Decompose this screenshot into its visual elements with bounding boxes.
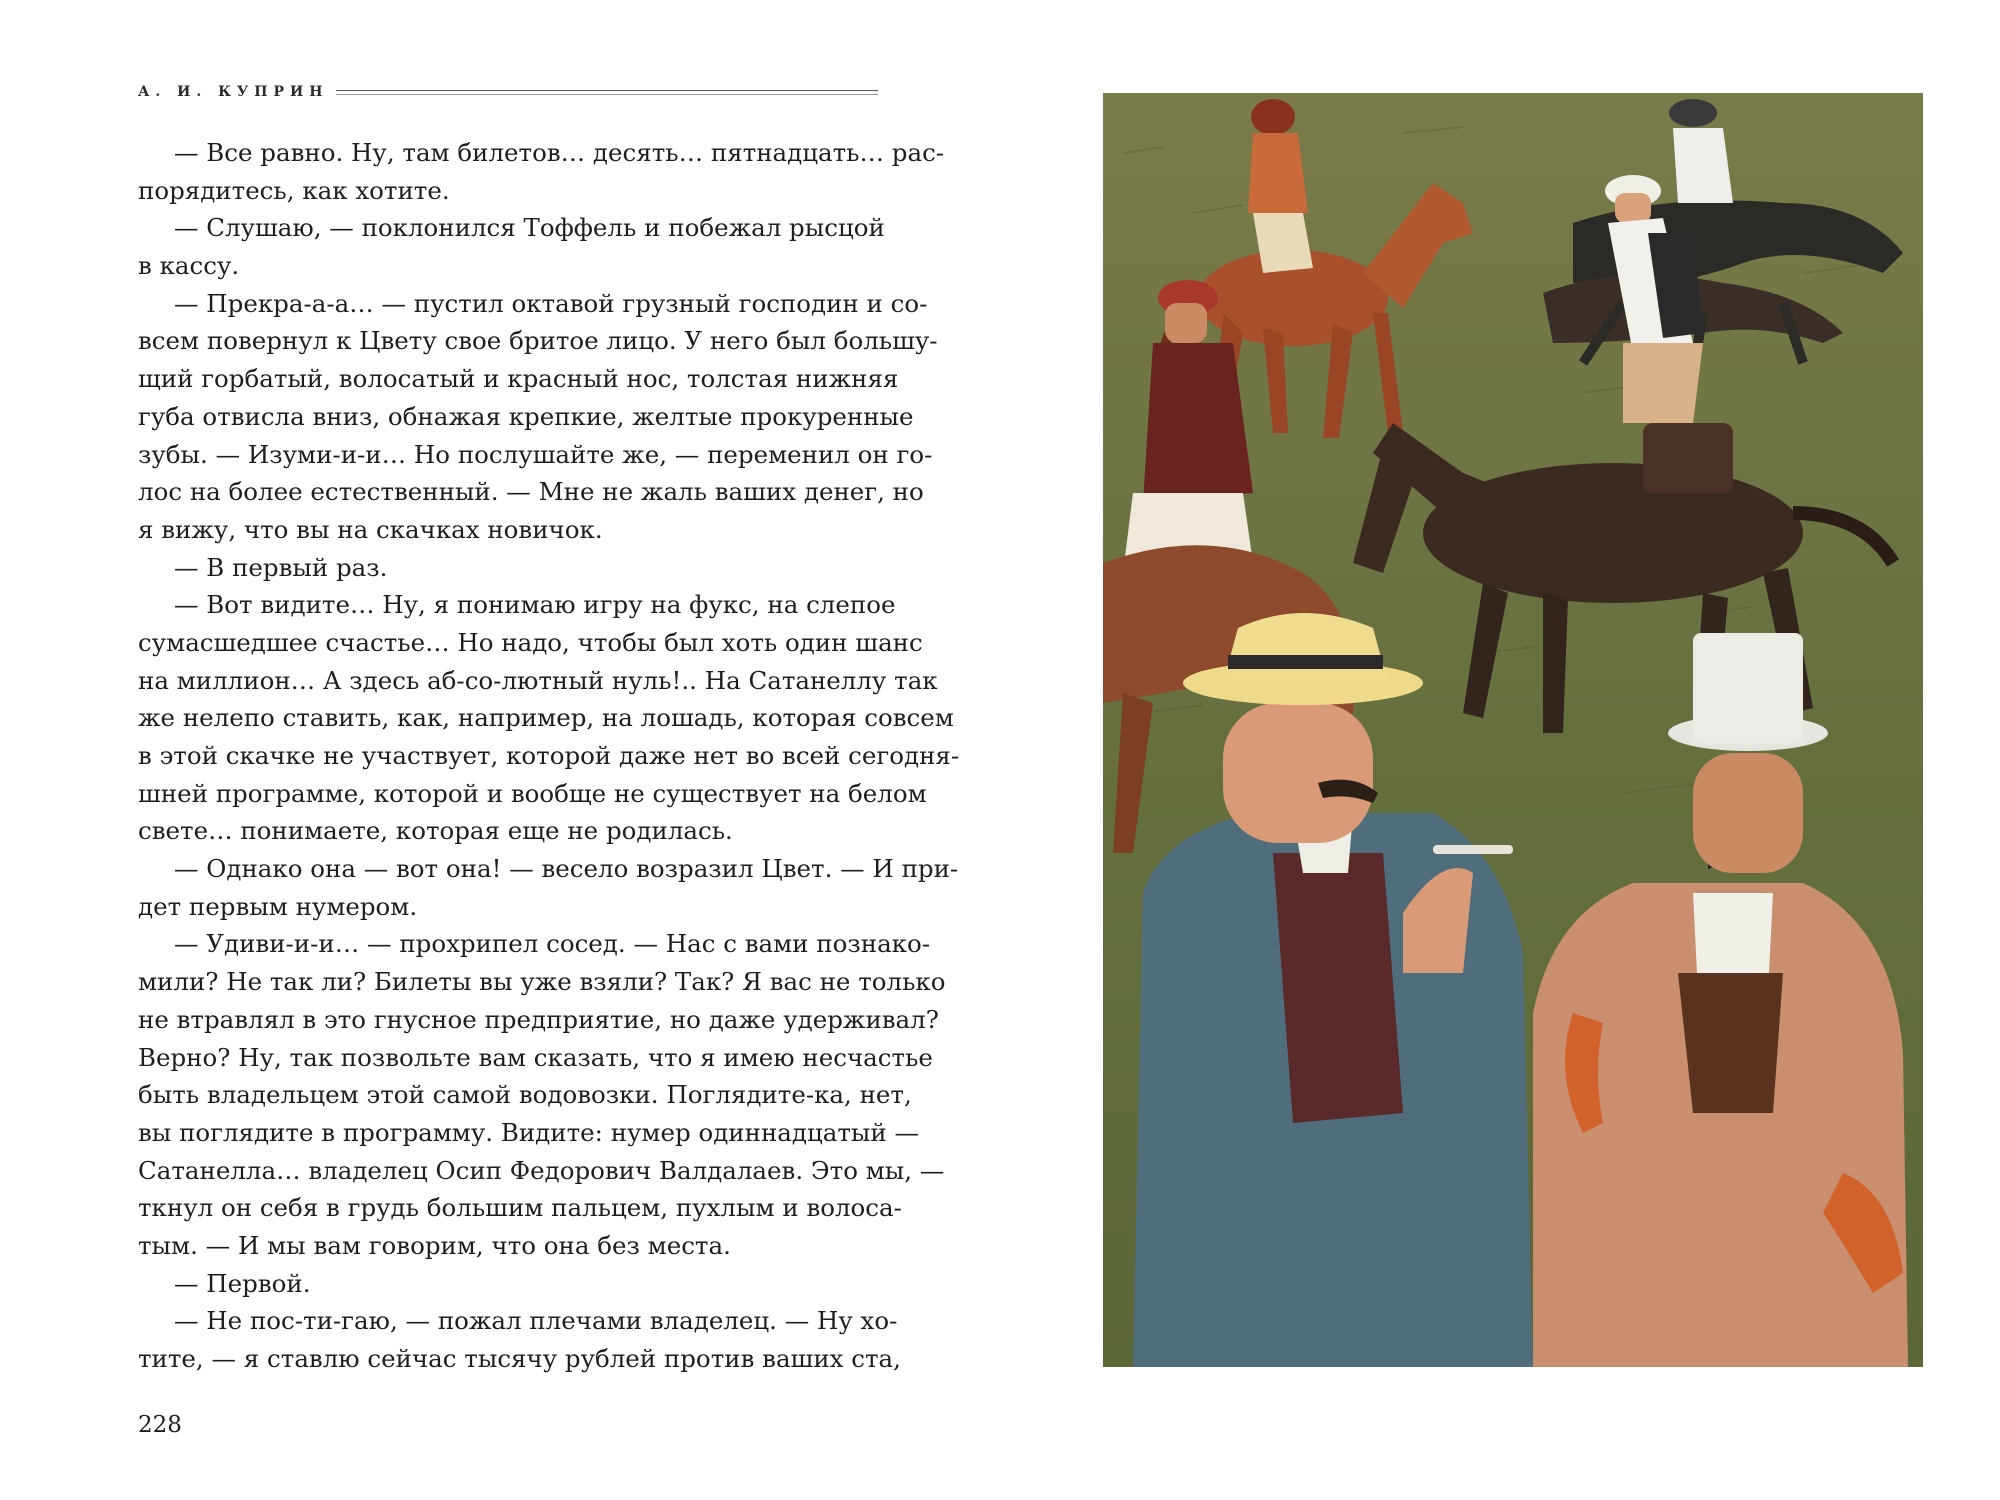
text-line: вы поглядите в программу. Видите: нумер одиннадцатый — <box>138 1117 920 1147</box>
text-line: порядитесь, как хотите. <box>138 175 450 205</box>
text-line: — Все равно. Ну, там билетов… десять… пятнадцать… рас- <box>174 138 945 167</box>
text-line: зубы. — Изуми-и-и… Но послушайте же, — переменил он го- <box>138 439 933 469</box>
racecourse-illustration <box>1103 93 1923 1367</box>
text-line: всем повернул к Цвету свое бритое лицо. У него был большу- <box>138 326 938 356</box>
text-line: мили? Не так ли? Билеты вы уже взяли? Так? Я вас не только <box>138 967 946 997</box>
text-line: губа отвисла вниз, обнажая крепкие, желтые прокуренные <box>138 401 914 431</box>
text-line: быть владельцем этой самой водовозки. Поглядите-ка, нет, <box>138 1080 912 1110</box>
text-line: тым. — И мы вам говорим, что она без места. <box>138 1230 731 1260</box>
text-line: же нелепо ставить, как, например, на лошадь, которая совсем <box>138 703 954 733</box>
text-line: Сатанелла… владелец Осип Федорович Валдалаев. Это мы, — <box>138 1155 945 1185</box>
text-line: шней программе, которой и вообще не существует на белом <box>138 778 927 808</box>
text-line: — Вот видите… Ну, я понимаю игру на фукс, на слепое <box>174 590 896 620</box>
text-line: — Удиви-и-и… — прохрипел сосед. — Нас с вами познако- <box>174 929 931 959</box>
text-line: — Однако она — вот она! — весело возразил Цвет. — И при- <box>174 854 959 884</box>
running-header <box>138 82 878 102</box>
header-rule <box>336 90 878 95</box>
text-line: лос на более естественный. — Мне не жаль ваших денег, но <box>138 477 924 507</box>
text-column <box>138 134 960 1378</box>
text-line: — Слушаю, — поклонился Тоффель и побежал рысцой <box>174 213 885 243</box>
text-line: на миллион… А здесь аб-со-лютный нуль!.. На Сатанеллу так <box>138 665 938 695</box>
text-line: не втравлял в это гнусное предприятие, но даже удерживал? <box>138 1004 939 1034</box>
text-line: — Прекра-а-а… — пустил октавой грузный господин и со- <box>174 288 928 318</box>
text-line: в этой скачке не участвует, которой даже нет во всей сегодня- <box>138 741 960 770</box>
illustration <box>1103 93 1923 1367</box>
text-line: — Первой. <box>174 1268 311 1298</box>
running-header-author: А. И. КУПРИН <box>138 84 329 100</box>
text-line: дет первым нумером. <box>138 891 418 921</box>
text-line: свете… понимаете, которая еще не родилась. <box>138 816 733 846</box>
text-line: Верно? Ну, так позвольте вам сказать, что я имею несчастье <box>138 1042 933 1072</box>
text-line: щий горбатый, волосатый и красный нос, толстая нижняя <box>138 364 899 394</box>
page-number: 228 <box>138 1412 182 1438</box>
text-line: — В первый раз. <box>174 552 388 582</box>
text-line: — Не пос-ти-гаю, — пожал плечами владелец. — Ну хо- <box>174 1306 898 1336</box>
text-line: я вижу, что вы на скачках новичок. <box>138 514 603 544</box>
text-line: сумасшедшее счастье… Но надо, чтобы был хоть один шанс <box>138 627 923 657</box>
text-line: тите, — я ставлю сейчас тысячу рублей против ваших ста, <box>138 1344 901 1373</box>
text-line: ткнул он себя в грудь большим пальцем, пухлым и волоса- <box>138 1193 902 1223</box>
text-line: в кассу. <box>138 251 240 281</box>
